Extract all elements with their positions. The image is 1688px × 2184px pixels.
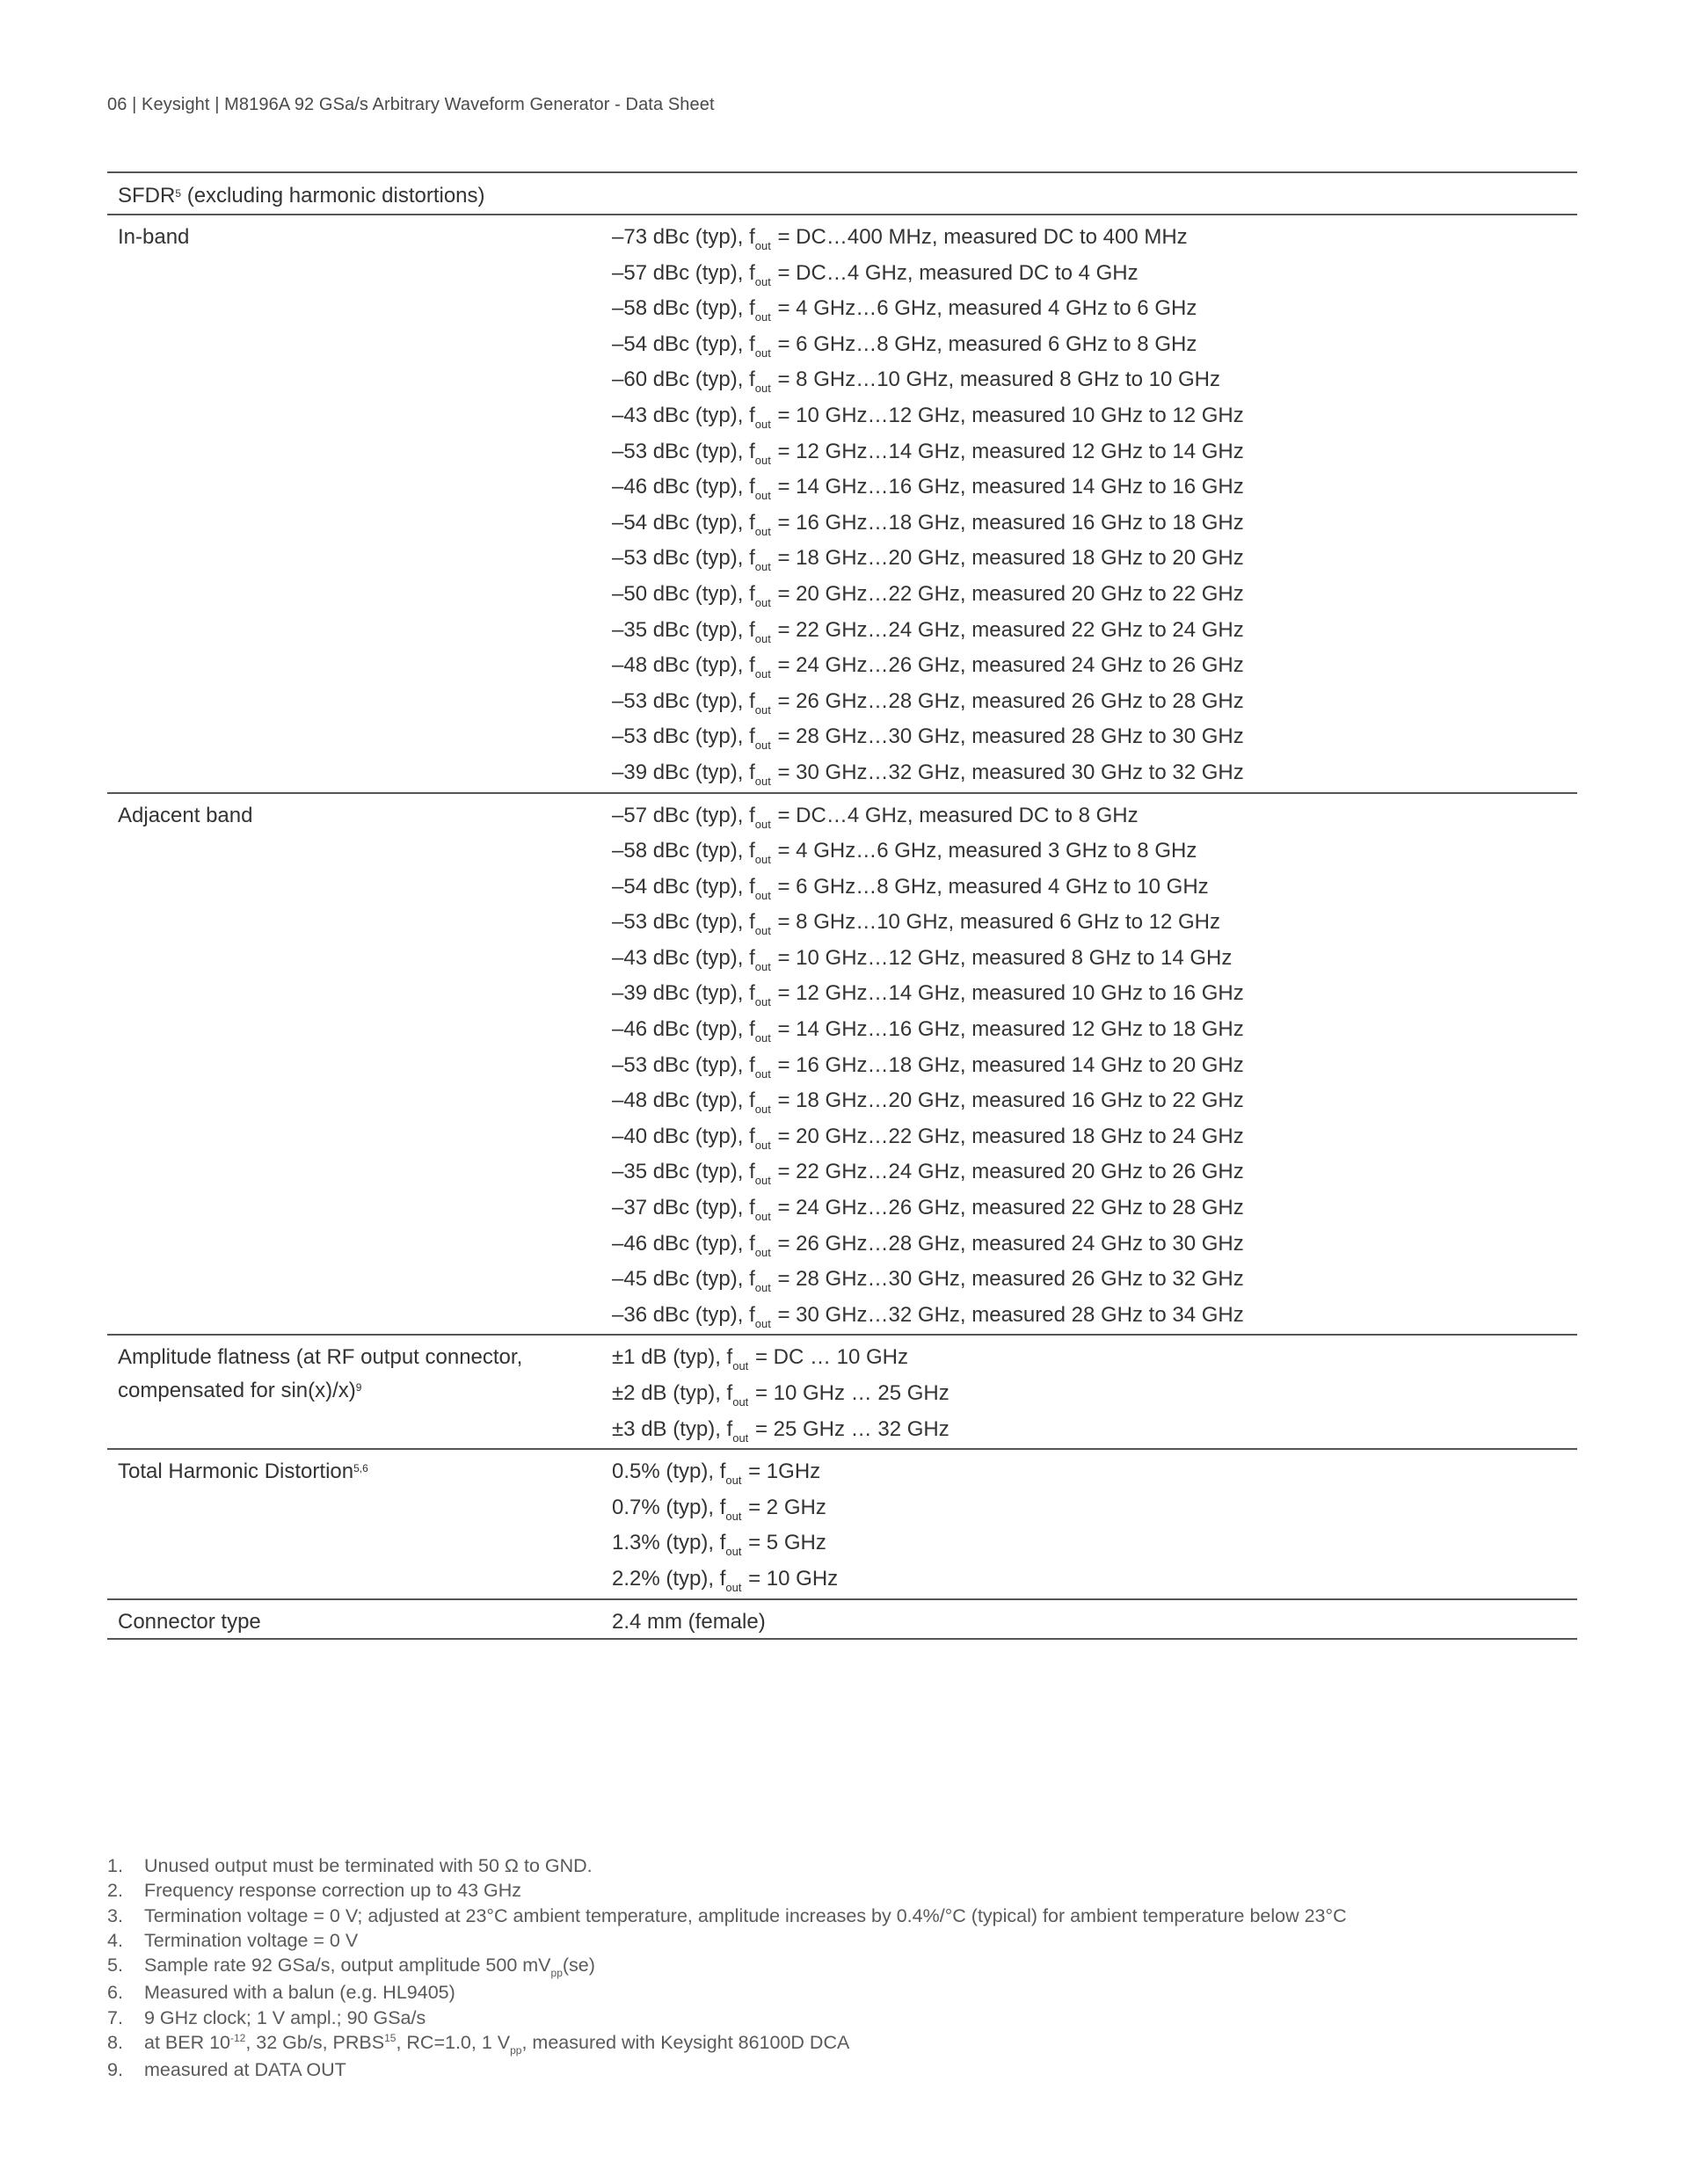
spec-value-line: –39 dBc (typ), $f_{out} = 12$ GHz…14 GHz, measured 10 GHz to 16 GHz [612, 981, 1244, 1009]
spec-label-text: Adjacent band [118, 803, 253, 827]
spec-value-line: –53 dBc (typ), $f_{out} = 16$ GHz…18 GHz, measured 14 GHz to 20 GHz [612, 1052, 1244, 1081]
footnote [107, 2057, 1602, 2082]
footnote [107, 2006, 1602, 2030]
spec-values [612, 799, 1577, 1335]
spec-value-line: –53 dBc (typ), $f_{out} = 28$ GHz…30 GHz, measured 28 GHz to 30 GHz [612, 724, 1244, 753]
spec-value-line: –57 dBc (typ), $f_{out}$ = DC…4 GHz, measured DC to 4 GHz [612, 260, 1139, 288]
spec-values [612, 1455, 1577, 1598]
spec-value-line: –57 dBc (typ), $f_{out}$ = DC…4 GHz, measured DC to 8 GHz [612, 803, 1139, 831]
spec-label-text: Total Harmonic Distortion [118, 1460, 354, 1484]
spec-value-line: –48 dBc (typ), $f_{out} = 24$ GHz…26 GHz, measured 24 GHz to 26 GHz [612, 653, 1244, 681]
spec-label-text: In-band [118, 225, 190, 249]
footnote-text: Unused output must be terminated with 50 Ω to GND. [144, 1855, 593, 1876]
spec-value-line: –37 dBc (typ), $f_{out} = 24$ GHz…26 GHz, measured 22 GHz to 28 GHz [612, 1196, 1244, 1224]
footnote-number: 8. [107, 2032, 123, 2054]
spec-value-line: –48 dBc (typ), $f_{out} = 18$ GHz…20 GHz, measured 16 GHz to 22 GHz [612, 1088, 1244, 1117]
spec-table [107, 171, 1577, 1640]
section-title [107, 173, 1577, 215]
spec-value-line: –53 dBc (typ), $f_{out} = 18$ GHz…20 GHz, measured 18 GHz to 20 GHz [612, 546, 1244, 574]
spec-values [612, 1605, 1577, 1639]
footnote-text: Measured with a balun (e.g. HL9405) [144, 1982, 455, 2004]
spec-value-line: 0.7% (typ), $f_{out} = 2$ GHz [612, 1495, 826, 1523]
footnote-text: 9 GHz clock; 1 V ampl.; 90 GSa/s [144, 2006, 426, 2028]
footnotes [107, 1853, 1602, 2083]
spec-value-line: 0.5% (typ), $f_{out} = 1GHz$ [612, 1460, 821, 1488]
spec-row [107, 794, 1577, 1336]
spec-value-line: ±1 dB (typ), $f_{out}$ = DC … 10 GHz [612, 1345, 909, 1373]
spec-value-line: –50 dBc (typ), $f_{out} = 20$ GHz…22 GHz, measured 20 GHz to 22 GHz [612, 581, 1244, 609]
footnote-text: Termination voltage = 0 V; adjusted at 23°C ambient temperature, amplitude increases by 0.4%/°C (typical) for ambient temperature below 23°C [144, 1904, 1347, 1926]
spec-value-line: –54 dBc (typ), $f_{out} = 16$ GHz…18 GHz, measured 16 GHz to 18 GHz [612, 510, 1244, 538]
spec-value-line: –46 dBc (typ), $f_{out} = 14$ GHz…16 GHz, measured 14 GHz to 16 GHz [612, 475, 1244, 503]
page-header: 06 | Keysight | M8196A 92 GSa/s Arbitrary Waveform Generator - Data Sheet [107, 95, 715, 114]
spec-value-line: –46 dBc (typ), $f_{out} = 14$ GHz…16 GHz, measured 12 GHz to 18 GHz [612, 1017, 1244, 1045]
spec-label-text: Connector type [118, 1609, 261, 1634]
spec-value-line: –40 dBc (typ), $f_{out} = 20$ GHz…22 GHz, measured 18 GHz to 24 GHz [612, 1124, 1244, 1152]
footnote [107, 1928, 1602, 1953]
footnote [107, 1853, 1602, 1878]
spec-values [612, 1341, 1577, 1448]
spec-value-line: –36 dBc (typ), $f_{out} = 30$ GHz…32 GHz, measured 28 GHz to 34 GHz [612, 1302, 1244, 1330]
footnote-number: 3. [107, 1904, 123, 1926]
spec-value-line: –58 dBc (typ), $f_{out} = 4$ GHz…6 GHz, measured 4 GHz to 6 GHz [612, 296, 1197, 324]
spec-value-line: –43 dBc (typ), $f_{out} = 10$ GHz…12 GHz, measured 8 GHz to 14 GHz [612, 945, 1233, 973]
footnote-text: at BER 10$^{-12}$, 32 Gb/s, PRBS$^{15}$, RC=1.0, 1 $V_{pp}$, measured with Keysight 86100D DCA [144, 2032, 850, 2057]
spec-value-line: –54 dBc (typ), $f_{out} = 6$ GHz…8 GHz, measured 4 GHz to 10 GHz [612, 874, 1209, 902]
spec-value-line: –60 dBc (typ), $f_{out} = 8$ GHz…10 GHz, measured 8 GHz to 10 GHz [612, 368, 1221, 396]
footnote [107, 1980, 1602, 2005]
spec-row [107, 1336, 1577, 1450]
spec-row [107, 1450, 1577, 1599]
section-title-rest: (excluding harmonic distortions) [181, 184, 485, 207]
footnote-number: 2. [107, 1880, 123, 1902]
spec-value-line: –45 dBc (typ), $f_{out} = 28$ GHz…30 GHz, measured 26 GHz to 32 GHz [612, 1267, 1244, 1295]
section-title-text: SFDR [118, 184, 176, 207]
spec-value-line: –43 dBc (typ), $f_{out} = 10$ GHz…12 GHz, measured 10 GHz to 12 GHz [612, 403, 1244, 431]
spec-value-line: –35 dBc (typ), $f_{out} = 22$ GHz…24 GHz, measured 20 GHz to 26 GHz [612, 1160, 1244, 1188]
footnote [107, 2030, 1602, 2057]
footnote-text: measured at DATA OUT [144, 2059, 346, 2081]
footnote-number: 9. [107, 2059, 123, 2081]
footnote-ref: 5,6 [353, 1462, 368, 1475]
spec-value-line: –54 dBc (typ), $f_{out} = 6$ GHz…8 GHz, measured 6 GHz to 8 GHz [612, 331, 1197, 360]
spec-label [107, 1455, 612, 1598]
spec-value-line: 2.4 mm (female) [612, 1609, 766, 1634]
spec-label [107, 1341, 612, 1448]
spec-value-line: –39 dBc (typ), $f_{out} = 30$ GHz…32 GHz, measured 30 GHz to 32 GHz [612, 760, 1244, 788]
spec-value-line: –53 dBc (typ), $f_{out} = 12$ GHz…14 GHz, measured 12 GHz to 14 GHz [612, 439, 1244, 467]
footnote-text: Frequency response correction up to 43 GHz [144, 1880, 522, 1902]
spec-rows [107, 215, 1577, 1640]
spec-value-line: –46 dBc (typ), $f_{out} = 26$ GHz…28 GHz, measured 24 GHz to 30 GHz [612, 1231, 1244, 1259]
footnote [107, 1953, 1602, 1980]
footnote-text: Sample rate 92 GSa/s, output amplitude 500 $mV_{pp}(se)$ [144, 1955, 595, 1980]
spec-value-line: –73 dBc (typ), $f_{out}$ = DC…400 MHz, measured DC to 400 MHz [612, 225, 1188, 252]
footnote-ref: 9 [355, 1381, 362, 1394]
spec-label [107, 799, 612, 1335]
spec-value-line: ±3 dB (typ), $f_{out} = 25$ GHz … 32 GHz [612, 1416, 950, 1445]
spec-value-line: –58 dBc (typ), $f_{out} = 4$ GHz…6 GHz, measured 3 GHz to 8 GHz [612, 839, 1197, 867]
footnote [107, 1878, 1602, 1903]
spec-label [107, 221, 612, 792]
spec-label [107, 1605, 612, 1639]
spec-value-line: –35 dBc (typ), $f_{out} = 22$ GHz…24 GHz, measured 22 GHz to 24 GHz [612, 617, 1244, 645]
footnote-number: 6. [107, 1982, 123, 2004]
spec-value-line: –53 dBc (typ), $f_{out} = 26$ GHz…28 GHz, measured 26 GHz to 28 GHz [612, 688, 1244, 717]
spec-row [107, 1600, 1577, 1641]
spec-value-line: –53 dBc (typ), $f_{out} = 8$ GHz…10 GHz, measured 6 GHz to 12 GHz [612, 910, 1221, 938]
footnote-number: 5. [107, 1955, 123, 1977]
footnote-number: 7. [107, 2006, 123, 2028]
footnote-number: 1. [107, 1855, 123, 1876]
spec-row [107, 215, 1577, 794]
footnote-text: Termination voltage = 0 V [144, 1929, 359, 1951]
spec-values [612, 221, 1577, 792]
spec-value-line: 1.3% (typ), $f_{out} = 5$ GHz [612, 1531, 826, 1559]
section-title-footnote-ref: 5 [175, 187, 182, 200]
spec-value-line: 2.2% (typ), $f_{out} = 10$ GHz [612, 1566, 839, 1594]
footnote [107, 1904, 1602, 1928]
spec-label-text: Amplitude flatness (at RF output connector, compensated for sin(x)/x) [118, 1345, 523, 1402]
footnote-number: 4. [107, 1929, 123, 1951]
spec-value-line: ±2 dB (typ), $f_{out} = 10$ GHz … 25 GHz [612, 1381, 950, 1409]
